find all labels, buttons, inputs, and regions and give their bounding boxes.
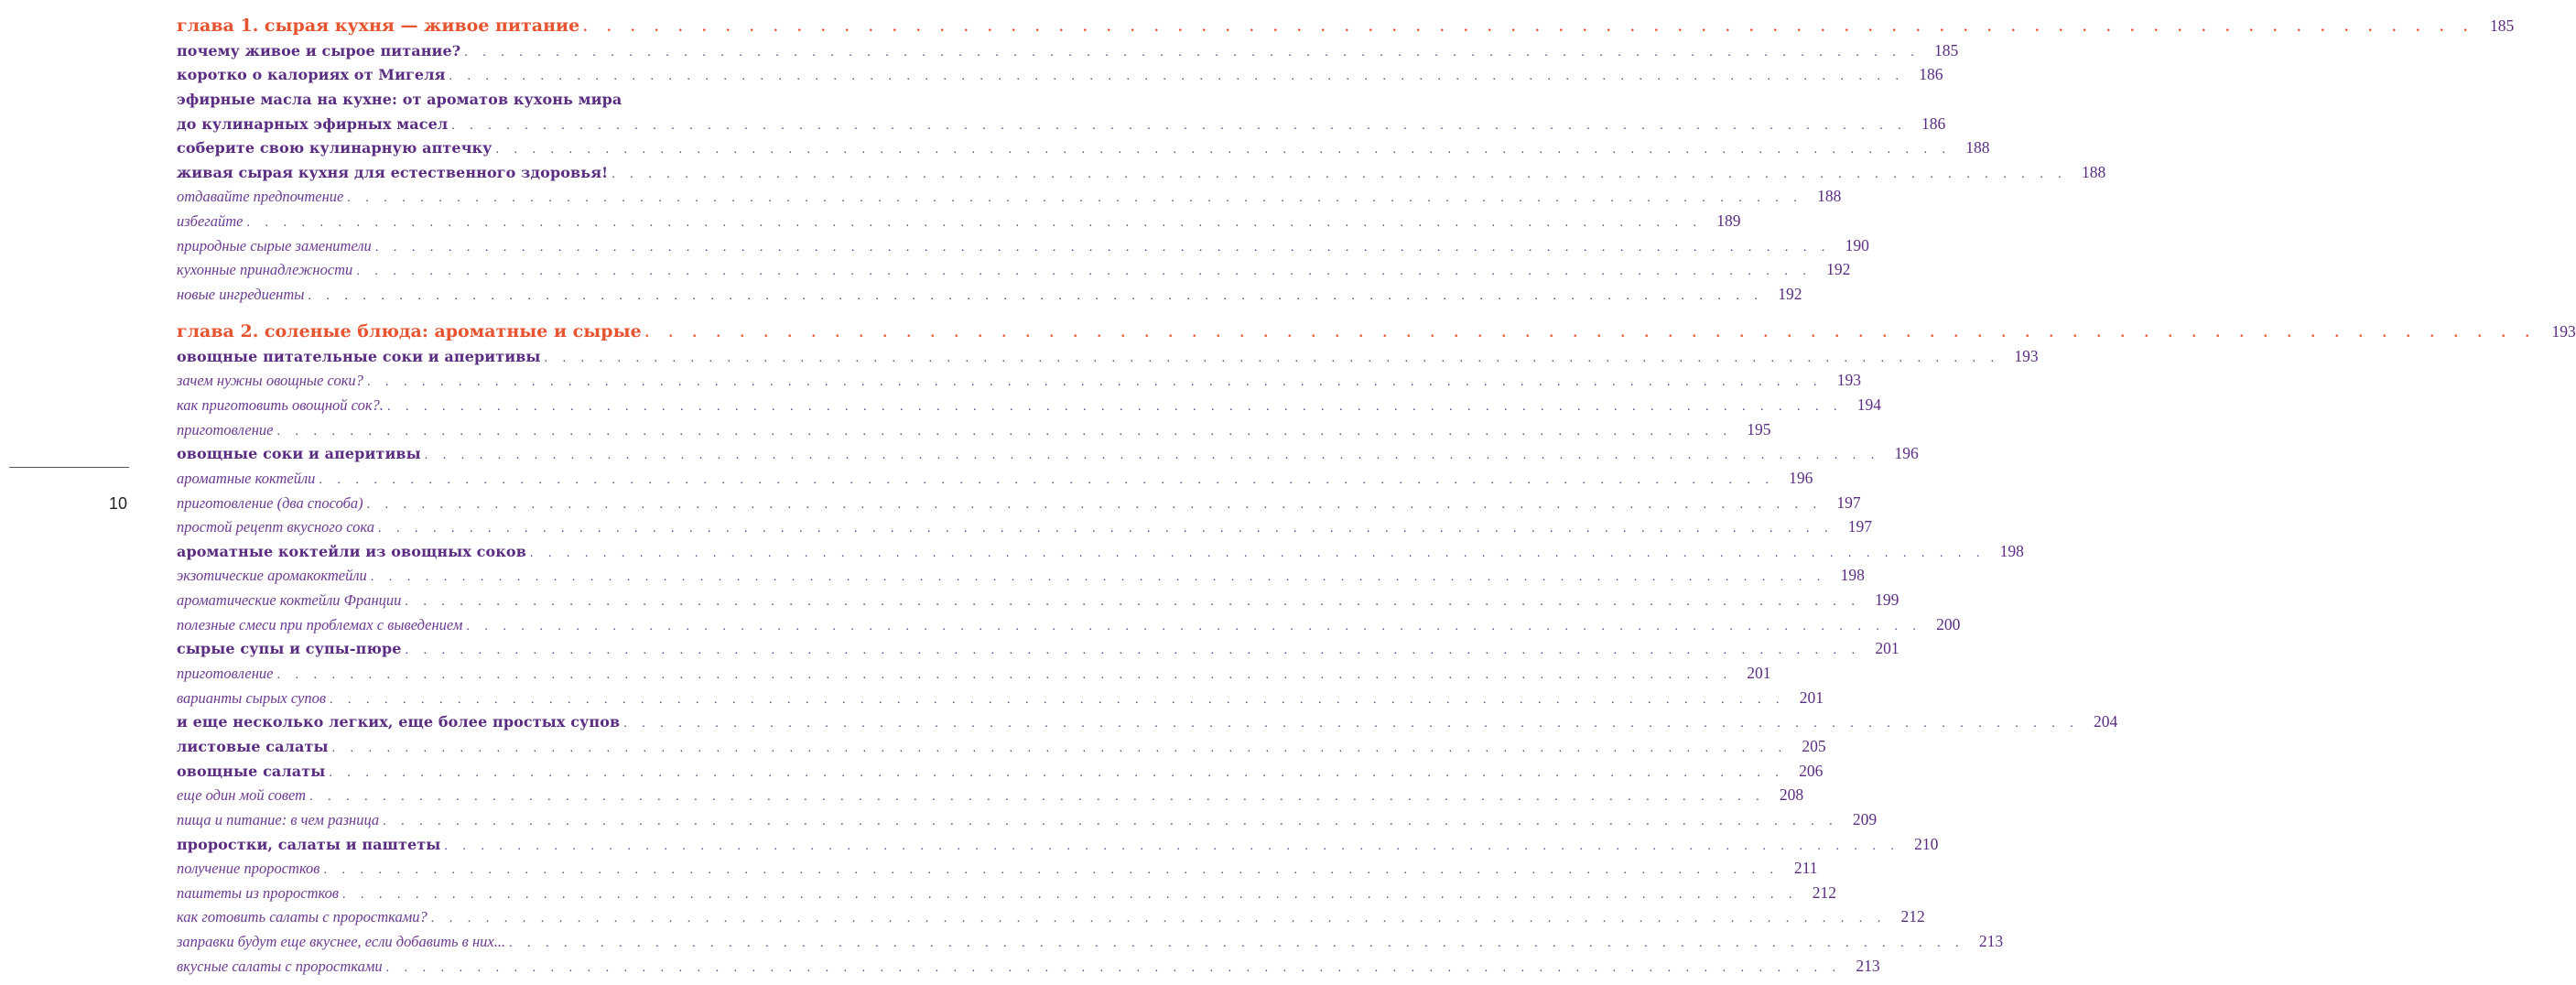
dot-leader: . . . . . . . . . . . . . . . . . . . . . . . . . . . . . . . . . . . . . . . . . . . . . . . . . . . . . . . . . . . . . . . . . . . . . . . . . . . . . . . .	[276, 668, 1733, 683]
toc-entry-title: пища и питание: в чем разница	[177, 810, 380, 828]
toc-subsection[interactable]	[177, 209, 1741, 233]
toc-entry-page: 192	[1826, 260, 1851, 279]
dot-leader: . . . . . . . . . . . . . . . . . . . . . . . . . . . . . . . . . . . . . . . . . . . . . . . . . . . . . . . . . . . . . . . . . . . . . . . . . . . . . . . .	[405, 644, 1861, 658]
dot-leader: . . . . . . . . . . . . . . . . . . . . . . . . . . . . . . . . . . . . . . . . . . . . . . . . . . . . . . . . . . . . . . . . . . . . . . . . . . . . . . . .	[347, 191, 1803, 206]
toc-subsection[interactable]	[177, 185, 1842, 210]
toc-entry-title: соберите свою кулинарную аптечку	[177, 139, 492, 157]
dot-leader: . . . . . . . . . . . . . . . . . . . . . . . . . . . . . . . . . . . . . . . . . . . . . . . . . . . . . . . . . . . . . . . . . . . . . . . . . . . . . . . .	[246, 216, 1703, 231]
toc-entry-title: овощные соки и аперитивы	[177, 445, 421, 463]
toc-section[interactable]	[177, 442, 1919, 467]
dot-leader: . . . . . . . . . . . . . . . . . . . . . . . . . . . . . . . . . . . . . . . . . . . . . . . . . . . . . . . . . . . . . . . . . . . . . . . . . . . . . . . .	[342, 887, 1798, 902]
toc-entry-page: 206	[1799, 761, 1824, 780]
toc-section[interactable]	[177, 734, 1826, 759]
chapter-heading[interactable]	[177, 13, 2515, 38]
toc-subsection[interactable]	[177, 258, 1851, 283]
toc-section[interactable]	[177, 136, 1990, 161]
dot-leader: . . . . . . . . . . . . . . . . . . . . . . . . . . . . . . . . . . . . . . . . . . . . . . . . . . . . . . . . . . . . . . . . . . . . . . . . . . . . . . . .	[444, 839, 1900, 853]
dot-leader: . . . . . . . . . . . . . . . . . . . . . . . . . . . . . . . . . . . . . . . . . . . . . . . . . . . . . . . . . . . . . . . . . . . . . . . . . . . . . . . .	[583, 19, 2476, 35]
toc-entry-title: получение проростков	[177, 860, 320, 878]
dot-leader: . . . . . . . . . . . . . . . . . . . . . . . . . . . . . . . . . . . . . . . . . . . . . . . . . . . . . . . . . . . . . . . . . . . . . . . . . . . . . . . .	[623, 717, 2080, 731]
toc-entry-title: ароматические коктейли Франции	[177, 591, 402, 610]
toc-section[interactable]	[177, 832, 1939, 857]
toc-subsection[interactable]	[177, 954, 1880, 979]
toc-entry-page: 209	[1852, 809, 1878, 828]
toc-subsection[interactable]	[177, 515, 1872, 540]
toc-entry-title: живая сырая кухня для естественного здоровья!	[177, 163, 609, 181]
toc-entry-page: 189	[1716, 211, 1741, 231]
toc-entry-page: 193	[2551, 322, 2576, 341]
toc-entry-page: 196	[1894, 444, 1919, 463]
table-of-contents	[177, 13, 2576, 979]
toc-entry-page: 210	[1914, 834, 1939, 853]
toc-entry-page: 199	[1875, 590, 1900, 610]
toc-entry-page: 193	[1836, 371, 1861, 390]
dot-leader: . . . . . . . . . . . . . . . . . . . . . . . . . . . . . . . . . . . . . . . . . . . . . . . . . . . . . . . . . . . . . . . . . . . . . . . . . . . . . . . .	[319, 472, 1775, 487]
toc-section[interactable]	[177, 710, 2118, 735]
dot-leader: . . . . . . . . . . . . . . . . . . . . . . . . . . . . . . . . . . . . . . . . . . . . . . . . . . . . . . . . . . . . . . . . . . . . . . . . . . . . . . . .	[356, 265, 1813, 279]
toc-subsection[interactable]	[177, 881, 1836, 905]
toc-entry-page: 212	[1812, 882, 1836, 902]
toc-section[interactable]	[177, 38, 1959, 63]
toc-entry-page: 211	[1793, 859, 1818, 878]
toc-entry-title: глава 1. сырая кухня — живое питание	[177, 16, 580, 36]
toc-entry-title: полезные смеси при проблемах с выведением	[177, 615, 463, 633]
toc-section[interactable]	[177, 160, 2106, 185]
toc-entry-title: глава 2. соленые блюда: ароматные и сырые	[177, 321, 642, 342]
toc-section[interactable]	[177, 112, 1946, 136]
toc-entry-page: 201	[1799, 687, 1824, 707]
dot-leader: . . . . . . . . . . . . . . . . . . . . . . . . . . . . . . . . . . . . . . . . . . . . . . . . . . . . . . . . . . . . . . . . . . . . . . . . . . . . . . . .	[405, 595, 1861, 610]
dot-leader: . . . . . . . . . . . . . . . . . . . . . . . . . . . . . . . . . . . . . . . . . . . . . . . . . . . . . . . . . . . . . . . . . . . . . . . . . . . . . . . .	[308, 289, 1764, 304]
dot-leader: . . . . . . . . . . . . . . . . . . . . . . . . . . . . . . . . . . . . . . . . . . . . . . . . . . . . . . . . . . . . . . . . . . . . . . . . . . . . . . . .	[464, 45, 1921, 60]
toc-entry-page: 212	[1900, 907, 1925, 926]
toc-subsection[interactable]	[177, 466, 1813, 491]
toc-subsection[interactable]	[177, 369, 1861, 394]
toc-entry-page: 185	[2489, 16, 2515, 35]
toc-entry-page: 196	[1789, 468, 1813, 487]
toc-entry-title: заправки будут еще вкуснее, если добавить в них...	[177, 933, 506, 951]
dot-leader: . . . . . . . . . . . . . . . . . . . . . . . . . . . . . . . . . . . . . . . . . . . . . . . . . . . . . . . . . . . . . . . . . . . . . . . . . . . . . . . .	[449, 70, 1905, 84]
toc-subsection[interactable]	[177, 233, 1869, 258]
toc-entry-title: приготовление	[177, 420, 274, 438]
toc-entry-title: сырые супы и супы-пюре	[177, 640, 402, 658]
toc-entry-title: почему живое и сырое питание?	[177, 41, 461, 60]
toc-entry-page: 204	[2093, 712, 2118, 731]
toc-section[interactable]	[177, 344, 2039, 369]
toc-entry-title: овощные питательные соки и аперитивы	[177, 347, 541, 365]
toc-entry-title: приготовление	[177, 665, 274, 683]
dot-leader: . . . . . . . . . . . . . . . . . . . . . . . . . . . . . . . . . . . . . . . . . . . . . . . . . . . . . . . . . . . . . . . . . . . . . . . . . . . . . . . .	[370, 570, 1826, 585]
toc-entry-title: коротко о калориях от Мигеля	[177, 66, 446, 84]
toc-subsection[interactable]	[177, 491, 1861, 515]
toc-entry-page: 186	[1921, 114, 1946, 133]
toc-entry-title: как готовить салаты с проростками?	[177, 908, 428, 926]
margin-rule	[9, 467, 129, 468]
chapter-heading[interactable]	[177, 307, 2576, 344]
toc-entry-title: проростки, салаты и паштеты	[177, 835, 441, 853]
toc-entry-title: паштеты из проростков	[177, 883, 339, 902]
toc-entry-page: 198	[1999, 541, 2024, 560]
toc-entry-title: как приготовить овощной сок?.	[177, 395, 384, 414]
dot-leader: . . . . . . . . . . . . . . . . . . . . . . . . . . . . . . . . . . . . . . . . . . . . . . . . . . . . . . . . . . . . . . . . . . . . . . . . . . . . . . . .	[331, 741, 1788, 755]
toc-entry-title: избегайте	[177, 212, 244, 231]
toc-subsection[interactable]	[177, 686, 1824, 710]
dot-leader: . . . . . . . . . . . . . . . . . . . . . . . . . . . . . . . . . . . . . . . . . . . . . . . . . . . . . . . . . . . . . . . . . . . . . . . . . . . . . . . .	[386, 399, 1843, 414]
toc-section[interactable]	[177, 539, 2024, 564]
toc-entry-page: 200	[1936, 614, 1961, 633]
toc-entry-title: новые ингредиенты	[177, 286, 305, 304]
toc-entry-title: эфирные масла на кухне: от ароматов кухонь мира	[177, 90, 622, 108]
dot-leader: . . . . . . . . . . . . . . . . . . . . . . . . . . . . . . . . . . . . . . . . . . . . . . . . . . . . . . . . . . . . . . . . . . . . . . . . . . . . . . . .	[374, 240, 1831, 254]
toc-entry-page: 201	[1747, 664, 1771, 683]
dot-leader: . . . . . . . . . . . . . . . . . . . . . . . . . . . . . . . . . . . . . . . . . . . . . . . . . . . . . . . . . . . . . . . . . . . . . . . . . . . . . . . .	[329, 765, 1785, 780]
dot-leader: . . . . . . . . . . . . . . . . . . . . . . . . . . . . . . . . . . . . . . . . . . . . . . . . . . . . . . . . . . . . . . . . . . . . . . . . . . . . . . . .	[366, 497, 1823, 512]
toc-entry-page: 198	[1840, 566, 1865, 585]
dot-leader: . . . . . . . . . . . . . . . . . . . . . . . . . . . . . . . . . . . . . . . . . . . . . . . . . . . . . . . . . . . . . . . . . . . . . . . . . . . . . . . .	[451, 118, 1908, 133]
toc-entry-title: и еще несколько легких, еще более простых супов	[177, 713, 621, 731]
dot-leader: . . . . . . . . . . . . . . . . . . . . . . . . . . . . . . . . . . . . . . . . . . . . . . . . . . . . . . . . . . . . . . . . . . . . . . . . . . . . . . . .	[509, 936, 1965, 951]
dot-leader: . . . . . . . . . . . . . . . . . . . . . . . . . . . . . . . . . . . . . . . . . . . . . . . . . . . . . . . . . . . . . . . . . . . . . . . . . . . . . . . .	[276, 424, 1733, 438]
toc-entry-title: кухонные принадлежности	[177, 261, 353, 279]
toc-subsection[interactable]	[177, 282, 1802, 307]
toc-section[interactable]	[177, 63, 1943, 88]
toc-entry-title: варианты сырых супов	[177, 688, 327, 707]
dot-leader: . . . . . . . . . . . . . . . . . . . . . . . . . . . . . . . . . . . . . . . . . . . . . . . . . . . . . . . . . . . . . . . . . . . . . . . . . . . . . . . .	[377, 522, 1834, 536]
toc-subsection[interactable]	[177, 905, 1925, 930]
toc-section[interactable]	[177, 759, 1824, 784]
toc-entry-title: приготовление (два способа)	[177, 493, 363, 512]
toc-subsection[interactable]	[177, 661, 1771, 686]
toc-entry-title: до кулинарных эфирных масел	[177, 114, 449, 133]
dot-leader: . . . . . . . . . . . . . . . . . . . . . . . . . . . . . . . . . . . . . . . . . . . . . . . . . . . . . . . . . . . . . . . . . . . . . . . . . . . . . . . .	[424, 449, 1880, 463]
toc-entry-page: 188	[1817, 187, 1842, 206]
toc-entry-title: листовые салаты	[177, 737, 329, 755]
toc-subsection[interactable]	[177, 857, 1818, 882]
toc-subsection[interactable]	[177, 929, 2004, 954]
toc-entry-page: 193	[2014, 346, 2039, 365]
toc-entry-title: еще один мой совет	[177, 786, 307, 805]
toc-entry-title: ароматные коктейли	[177, 469, 316, 487]
toc-entry-title: ароматные коктейли из овощных соков	[177, 542, 526, 560]
dot-leader: . . . . . . . . . . . . . . . . . . . . . . . . . . . . . . . . . . . . . . . . . . . . . . . . . . . . . . . . . . . . . . . . . . . . . . . . . . . . . . . .	[330, 692, 1786, 707]
toc-subsection[interactable]	[177, 588, 1900, 612]
dot-leader: . . . . . . . . . . . . . . . . . . . . . . . . . . . . . . . . . . . . . . . . . . . . . . . . . . . . . . . . . . . . . . . . . . . . . . . . . . . . . . . .	[466, 619, 1922, 633]
dot-leader: . . . . . . . . . . . . . . . . . . . . . . . . . . . . . . . . . . . . . . . . . . . . . . . . . . . . . . . . . . . . . . . . . . . . . . . . . . . . . . . .	[612, 167, 2068, 181]
toc-entry-title: овощные салаты	[177, 762, 326, 780]
toc-subsection[interactable]	[177, 807, 1878, 832]
toc-entry-page: 208	[1779, 785, 1804, 805]
dot-leader: . . . . . . . . . . . . . . . . . . . . . . . . . . . . . . . . . . . . . . . . . . . . . . . . . . . . . . . . . . . . . . . . . . . . . . . . . . . . . . . .	[430, 912, 1887, 926]
toc-entry-title: зачем нужны овощные соки?	[177, 372, 363, 390]
toc-entry-page: 197	[1836, 492, 1861, 512]
toc-subsection[interactable]	[177, 393, 1881, 417]
toc-entry-page: 197	[1847, 517, 1872, 536]
toc-entry-title: природные сырые заменители	[177, 236, 372, 254]
dot-leader: . . . . . . . . . . . . . . . . . . . . . . . . . . . . . . . . . . . . . . . . . . . . . . . . . . . . . . . . . . . . . . . . . . . . . . . . . . . . . . . .	[383, 814, 1839, 828]
dot-leader: . . . . . . . . . . . . . . . . . . . . . . . . . . . . . . . . . . . . . . . . . . . . . . . . . . . . . . . . . . . . . . . . . . . . . . . . . . . . . . . .	[309, 790, 1766, 805]
toc-section[interactable]	[177, 87, 828, 112]
dot-leader: . . . . . . . . . . . . . . . . . . . . . . . . . . . . . . . . . . . . . . . . . . . . . . . . . . . . . . . . . . . . . . . . . . . . . . . . . . . . . . . .	[544, 351, 2000, 365]
toc-entry-page: 186	[1919, 65, 1943, 84]
toc-entry-title: отдавайте предпочтение	[177, 188, 344, 206]
toc-entry-title: простой рецепт вкусного сока	[177, 518, 374, 536]
toc-entry-page: 190	[1845, 235, 1869, 254]
toc-entry-title: экзотические аромакоктейли	[177, 567, 367, 585]
toc-subsection[interactable]	[177, 564, 1865, 589]
dot-leader: . . . . . . . . . . . . . . . . . . . . . . . . . . . . . . . . . . . . . . . . . . . . . . . . . . . . . . . . . . . . . . . . . . . . . . . . . . . . . . . .	[529, 546, 1986, 560]
dot-leader: . . . . . . . . . . . . . . . . . . . . . . . . . . . . . . . . . . . . . . . . . . . . . . . . . . . . . . . . . . . . . . . . . . . . . . . . . . . . . . . .	[644, 325, 2538, 341]
toc-entry-page: 188	[1965, 138, 1990, 157]
dot-leader: . . . . . . . . . . . . . . . . . . . . . . . . . . . . . . . . . . . . . . . . . . . . . . . . . . . . . . . . . . . . . . . . . . . . . . . . . . . . . . . .	[366, 375, 1823, 390]
page-number: 10	[109, 494, 128, 513]
toc-entry-page: 188	[2081, 162, 2106, 181]
toc-subsection[interactable]	[177, 612, 1961, 637]
toc-entry-page: 194	[1856, 395, 1881, 414]
dot-leader: . . . . . . . . . . . . . . . . . . . . . . . . . . . . . . . . . . . . . . . . . . . . . . . . . . . . . . . . . . . . . . . . . . . . . . . . . . . . . . . .	[495, 143, 1952, 157]
toc-subsection[interactable]	[177, 417, 1771, 442]
toc-entry-title: вкусные салаты с проростками	[177, 957, 383, 975]
toc-section[interactable]	[177, 637, 1900, 662]
toc-entry-page: 205	[1802, 736, 1826, 755]
toc-entry-page: 213	[1978, 932, 2004, 951]
dot-leader: . . . . . . . . . . . . . . . . . . . . . . . . . . . . . . . . . . . . . . . . . . . . . . . . . . . . . . . . . . . . . . . . . . . . . . . . . . . . . . . .	[323, 863, 1780, 878]
toc-entry-page: 195	[1747, 419, 1771, 438]
toc-entry-page: 185	[1934, 40, 1959, 60]
toc-entry-page: 213	[1856, 956, 1880, 975]
toc-subsection[interactable]	[177, 784, 1804, 808]
dot-leader: . . . . . . . . . . . . . . . . . . . . . . . . . . . . . . . . . . . . . . . . . . . . . . . . . . . . . . . . . . . . . . . . . . . . . . . . . . . . . . . .	[385, 960, 1842, 975]
toc-entry-page: 201	[1875, 639, 1900, 658]
toc-entry-page: 192	[1778, 285, 1802, 304]
